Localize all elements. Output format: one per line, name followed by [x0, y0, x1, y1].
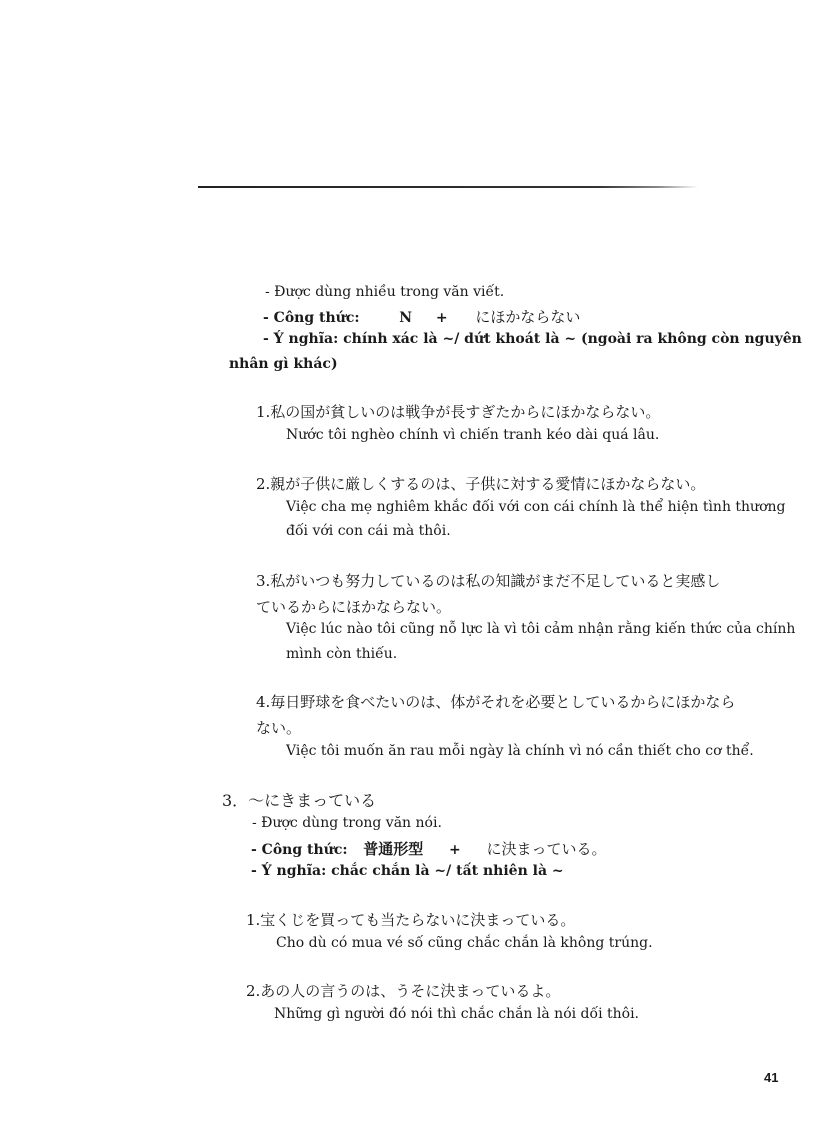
example-jp: 1.私の国が貧しいのは戦争が長すぎたからにほかならない。: [256, 403, 661, 421]
formula-base: 普通形型: [363, 840, 424, 858]
meaning-line: - Ý nghĩa: chắc chắn là ~/ tất nhiên là ~: [251, 863, 564, 879]
example-vi: Cho dù có mua vé số cũng chắc chắn là không trúng.: [276, 935, 653, 951]
example-vi: Việc tôi muốn ăn rau mỗi ngày là chính vì nó cần thiết cho cơ thể.: [286, 743, 754, 759]
formula-label: - Công thức:: [251, 842, 348, 858]
example-vi: đối với con cái mà thôi.: [286, 523, 451, 539]
formula-label: - Công thức:: [263, 310, 360, 326]
example-jp: 1.宝くじを買っても当たらないに決まっている。: [246, 911, 576, 929]
page-number: 41: [764, 1070, 779, 1085]
formula-pattern: にほかならない: [475, 308, 581, 326]
example-vi: Những gì người đó nói thì chắc chắn là nói dối thôi.: [274, 1006, 640, 1022]
example-vi: Việc cha mẹ nghiêm khắc đối với con cái chính là thể hiện tình thương: [286, 499, 786, 515]
meaning-line-1: - Ý nghĩa: chính xác là ~/ dứt khoát là ~ (ngoài ra không còn nguyên: [263, 331, 802, 347]
formula-line: [263, 306, 580, 327]
formula-noun: N: [399, 310, 413, 326]
formula-pattern: に決まっている。: [486, 840, 607, 858]
meaning-line-2: nhân gì khác): [229, 356, 338, 372]
example-jp: 2.あの人の言うのは、うそに決まっているよ。: [246, 982, 561, 1000]
formula-plus: +: [435, 310, 448, 326]
example-jp: ない。: [256, 719, 302, 737]
example-vi: mình còn thiếu.: [286, 646, 398, 662]
example-jp: 2.親が子供に厳しくするのは、子供に対する愛情にほかならない。: [256, 475, 706, 493]
formula-plus: +: [449, 842, 461, 858]
example-vi: Nước tôi nghèo chính vì chiến tranh kéo dài quá lâu.: [286, 427, 660, 443]
usage-note: - Được dùng nhiều trong văn viết.: [265, 284, 505, 300]
example-jp: 4.毎日野球を食べたいのは、体がそれを必要としているからにほかなら: [256, 693, 736, 711]
example-jp: ているからにほかならない。: [256, 598, 452, 616]
example-vi: Việc lúc nào tôi cũng nỗ lực là vì tôi cảm nhận rằng kiến thức của chính: [286, 621, 796, 637]
header-rule: [198, 186, 698, 188]
section-heading: 3．～にきまっている: [222, 791, 377, 810]
usage-note: - Được dùng trong văn nói.: [252, 815, 442, 831]
example-jp: 3.私がいつも努力しているのは私の知識がまだ不足していると実感し: [256, 572, 721, 590]
formula-line: [251, 838, 607, 859]
